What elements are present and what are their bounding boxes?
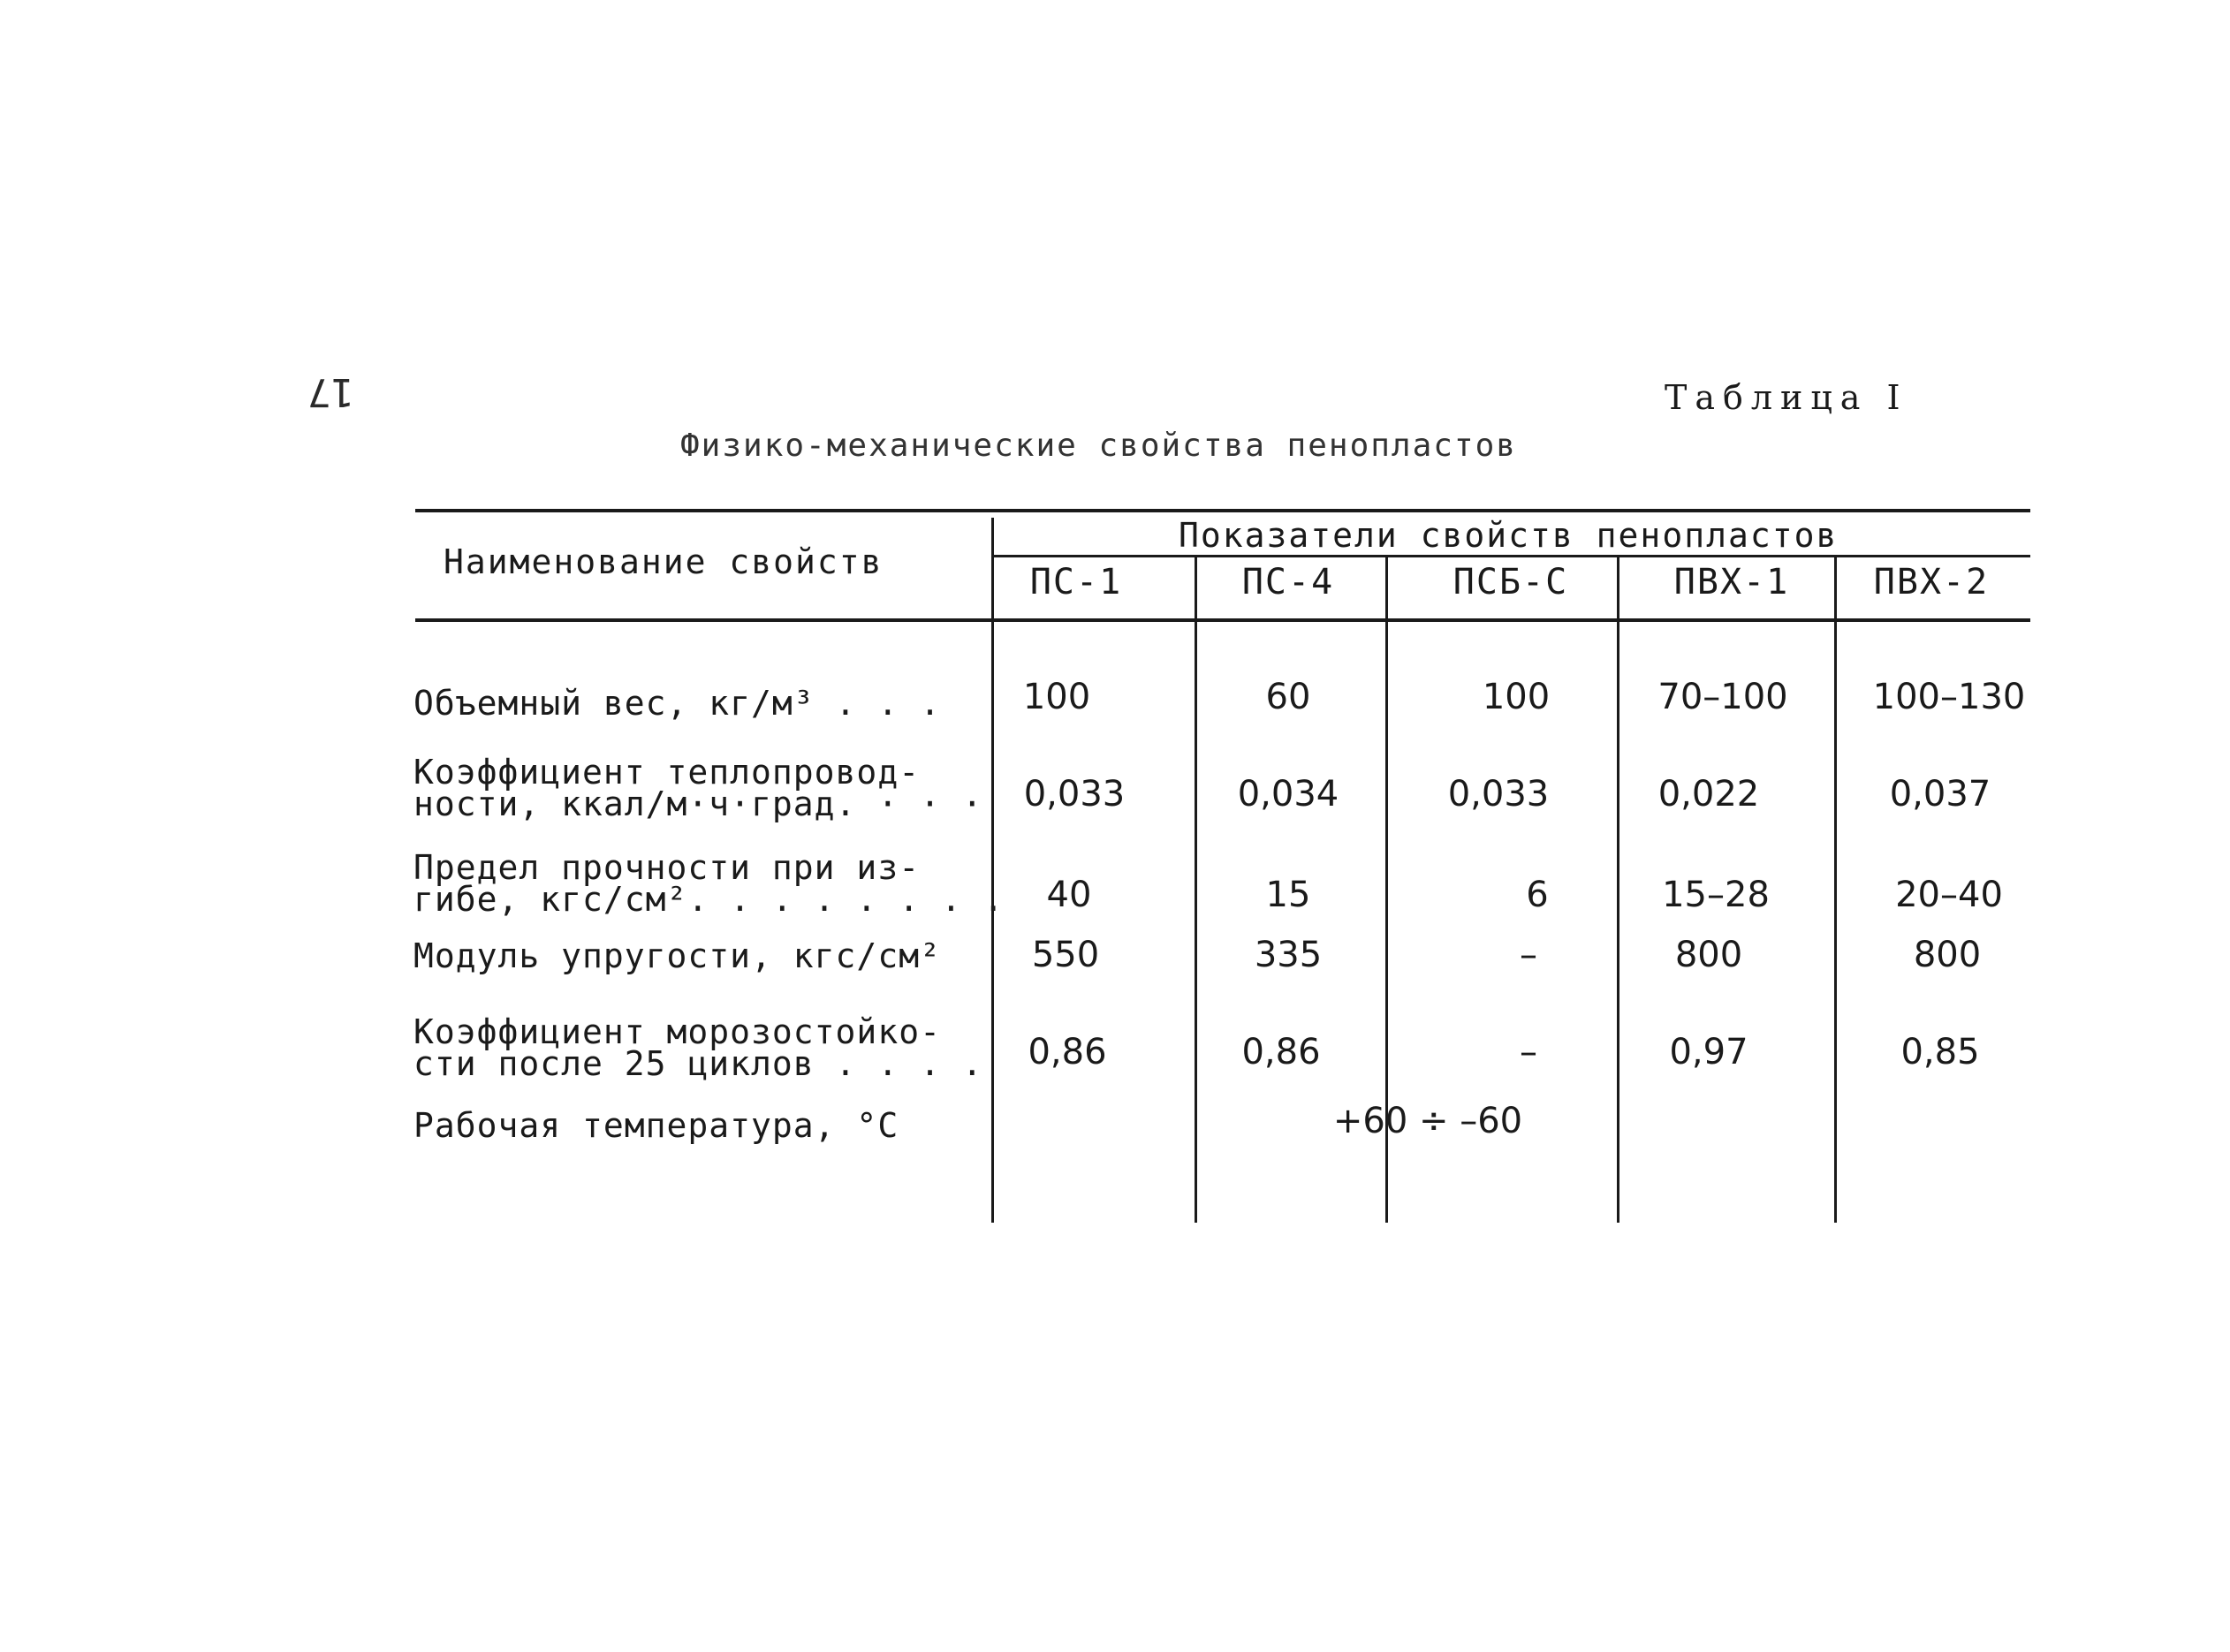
row-label-thermal-conductivity-1: Коэффициент теплопровод- bbox=[413, 753, 921, 792]
row-label-working-temperature: Рабочая температура, °С bbox=[413, 1106, 899, 1145]
page-number: 17 bbox=[307, 369, 354, 414]
table-cell: 100–130 bbox=[1872, 677, 2026, 717]
row-label-thermal-conductivity-2: ности, ккал/м·ч·град. · · · bbox=[413, 784, 983, 823]
table-cell: 20–40 bbox=[1895, 875, 2003, 915]
column-divider-1 bbox=[991, 518, 994, 1223]
table-cell: – bbox=[1520, 935, 1537, 975]
property-header: Наименование свойств bbox=[444, 542, 884, 581]
table-cell: – bbox=[1520, 1032, 1537, 1072]
table-cell: 800 bbox=[1674, 935, 1743, 975]
table-cell: 15 bbox=[1265, 875, 1311, 915]
table-cell: 100 bbox=[1482, 677, 1551, 717]
merged-temperature-cell: +60 ÷ –60 bbox=[1332, 1101, 1523, 1141]
table-cell: 70–100 bbox=[1657, 677, 1788, 717]
column-header-pvh1: ПВХ-1 bbox=[1673, 562, 1790, 602]
table-cell: 60 bbox=[1265, 677, 1311, 717]
table-cell: 40 bbox=[1046, 875, 1092, 915]
row-label-frost-resistance-1: Коэффициент морозостойко- bbox=[413, 1012, 941, 1051]
row-label-bending-strength-2: гибе, кгс/см². . . . . . . . bbox=[413, 880, 1005, 919]
row-label-elastic-modulus: Модуль упругости, кгс/см² bbox=[413, 936, 941, 975]
table-cell: 0,022 bbox=[1657, 774, 1760, 815]
table-cell: 0,034 bbox=[1237, 774, 1339, 815]
row-label-density: Объемный вес, кг/м³ . . . bbox=[413, 684, 941, 723]
table-cell: 0,97 bbox=[1669, 1032, 1748, 1072]
row-label-bending-strength-1: Предел прочности при из- bbox=[413, 848, 921, 887]
column-header-ps1: ПС-1 bbox=[1029, 562, 1123, 602]
table-cell: 15–28 bbox=[1662, 875, 1770, 915]
table-cell: 800 bbox=[1913, 935, 1982, 975]
table-cell: 100 bbox=[1022, 677, 1091, 717]
column-header-pvh2: ПВХ-2 bbox=[1873, 562, 1990, 602]
column-header-psb-s: ПСБ-С bbox=[1453, 562, 1569, 602]
table-label: Таблица I bbox=[1665, 378, 1908, 417]
table-cell: 0,86 bbox=[1028, 1032, 1107, 1072]
table-cell: 335 bbox=[1254, 935, 1323, 975]
table-top-rule bbox=[415, 509, 2030, 512]
column-header-ps4: ПС-4 bbox=[1241, 562, 1335, 602]
row-label-frost-resistance-2: сти после 25 циклов . . . . bbox=[413, 1044, 983, 1083]
table-cell: 0,86 bbox=[1241, 1032, 1321, 1072]
table-cell: 0,033 bbox=[1023, 774, 1126, 815]
group-header: Показатели свойств пенопластов bbox=[1179, 516, 1839, 555]
table-cell: 0,033 bbox=[1447, 774, 1550, 815]
table-cell: 0,85 bbox=[1900, 1032, 1980, 1072]
group-header-rule bbox=[991, 555, 2030, 557]
header-bottom-rule bbox=[415, 618, 2030, 622]
table-title: Физико-механические свойства пенопластов bbox=[680, 428, 1517, 464]
table-cell: 550 bbox=[1031, 935, 1100, 975]
column-divider-5 bbox=[1834, 557, 1837, 1223]
table-cell: 0,037 bbox=[1889, 774, 1991, 815]
table-cell: 6 bbox=[1526, 875, 1549, 915]
